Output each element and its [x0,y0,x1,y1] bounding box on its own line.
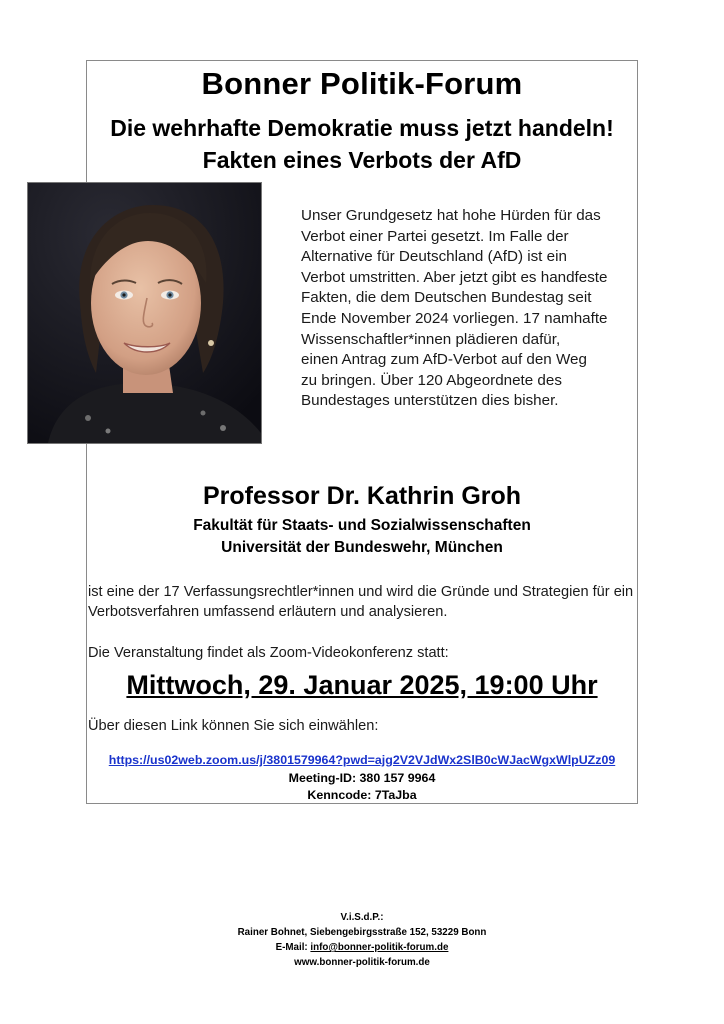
zoom-link[interactable]: https://us02web.zoom.us/j/3801579964?pwd=ajg2V2VJdWx2SlB0cWJacWgxWlpUZz09 [108,753,616,767]
intro-line: Alternative für Deutschland (AfD) ist ein [301,248,567,266]
meeting-passcode: Kenncode: 7TaJba [307,788,417,802]
footer-email-label: E-Mail: [275,942,311,953]
speaker-name: Professor Dr. Kathrin Groh [202,482,522,510]
intro-line: Unser Grundgesetz hat hohe Hürden für das [301,207,601,224]
intro-line: Wissenschaftler*innen plädieren dafür, [301,330,561,348]
event-description [88,582,636,622]
intro-paragraph [301,206,631,412]
intro-line: Verbot einer Partei gesetzt. Im Falle der [301,227,569,245]
footer-website[interactable]: www.bonner-politik-forum.de [294,957,430,968]
footer-email-link[interactable]: info@bonner-politik-forum.de [310,942,449,953]
page-title: Bonner Politik-Forum [201,66,523,101]
footer-visdp: V.i.S.d.P.: [340,912,384,923]
intro-line: Fakten, die dem Deutschen Bundestag seit [301,289,592,307]
subtitle-line-2: Fakten eines Verbots der AfD [202,147,522,173]
footer-address: Rainer Bohnet, Siebengebirgsstraße 152, 53229 Bonn [237,927,487,938]
speaker-university: Universität der Bundeswehr, München [221,539,503,556]
event-datetime: Mittwoch, 29. Januar 2025, 19:00 Uhr [126,670,598,700]
subtitle-line-1: Die wehrhafte Demokratie muss jetzt handeln! [110,115,614,141]
footer-email-line [0,940,724,955]
description-line: Verbotsverfahren umfassend erläutern und analysieren. [88,604,448,620]
intro-line: einen Antrag zum AfD-Verbot auf den Weg [301,351,587,369]
intro-line: zu bringen. Über 120 Abgeordnete des [301,371,562,389]
description-line: ist eine der 17 Verfassungsrechtler*innen und wird die Gründe und Strategien für ein [88,584,634,600]
speaker-portrait-photo [27,182,262,444]
meeting-id: Meeting-ID: 380 157 9964 [288,771,436,785]
speaker-faculty: Fakultät für Staats- und Sozialwissenschaften [193,517,531,534]
intro-line: Bundestages unterstützen dies bisher. [301,392,559,410]
intro-line: Ende November 2024 vorliegen. 17 namhafte [301,309,608,327]
intro-line: Verbot umstritten. Aber jetzt gibt es handfeste [301,268,608,286]
event-format-text: Die Veranstaltung findet als Zoom-Videokonferenz statt: [88,645,449,661]
link-intro-text: Über diesen Link können Sie sich einwählen: [88,718,379,734]
